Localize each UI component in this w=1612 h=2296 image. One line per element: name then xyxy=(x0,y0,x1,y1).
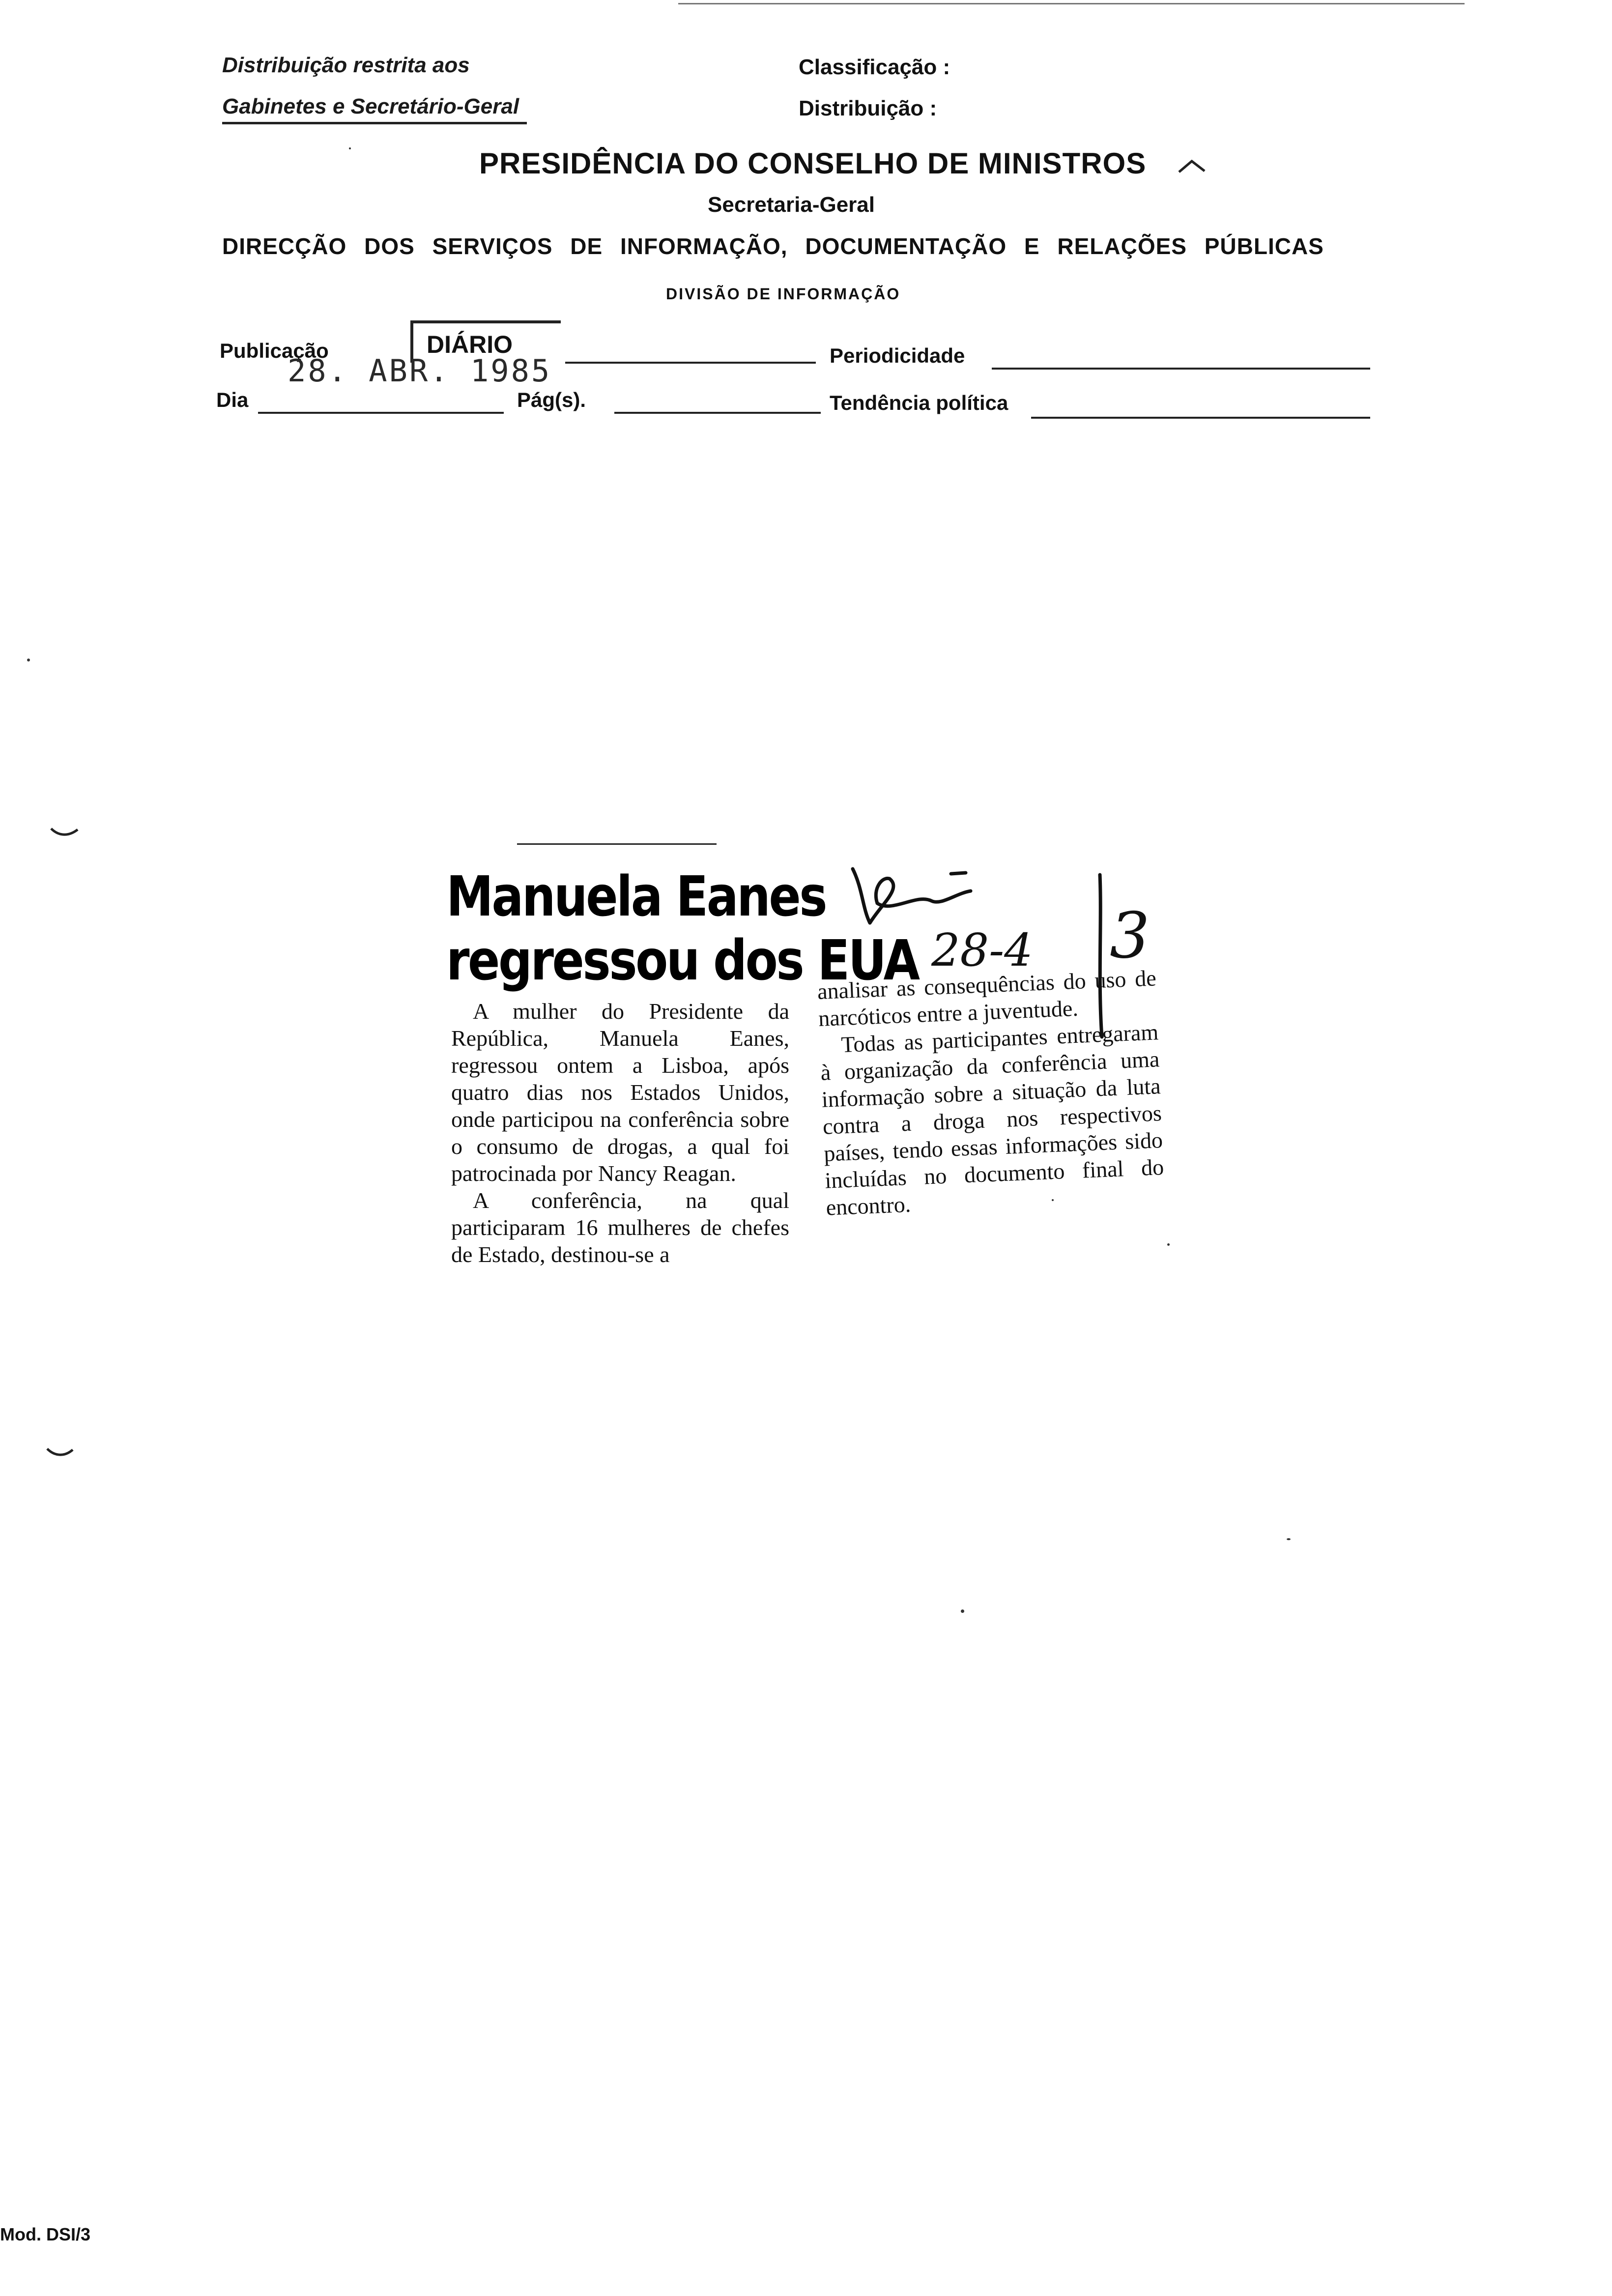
handwritten-date: 28-4 xyxy=(931,924,1033,976)
dia-rule xyxy=(258,412,504,414)
ministry-title: PRESIDÊNCIA DO CONSELHO DE MINISTROS xyxy=(479,147,1147,180)
headline-line-2: regressou dos EUA xyxy=(446,929,919,993)
distribuicao-label: Distribuição : xyxy=(799,96,937,120)
binder-mark-icon xyxy=(45,1447,75,1458)
handwritten-vertical-stroke-icon xyxy=(1096,872,1106,1039)
restriction-underline xyxy=(222,122,527,124)
caret-mark-icon xyxy=(1177,158,1207,174)
handwritten-initials-icon xyxy=(843,859,990,933)
periodicidade-rule xyxy=(992,368,1370,370)
restriction-line-2: Gabinetes e Secretário-Geral xyxy=(222,94,519,118)
dia-label: Dia xyxy=(216,388,249,411)
publicacao-label: Publicação xyxy=(220,339,329,362)
headline-line-1: Manuela Eanes xyxy=(446,865,826,929)
article-column-1 xyxy=(451,998,789,1268)
scan-speck xyxy=(961,1609,964,1613)
dia-date-stamp: 28. ABR. 1985 xyxy=(288,353,552,389)
article-paragraph: A conferência, na qual participaram 16 mulheres de chefes de Estado, destinou-se a xyxy=(451,1188,789,1267)
scan-speck xyxy=(1052,1199,1054,1201)
binder-mark-icon xyxy=(49,826,80,837)
restriction-line-1: Distribuição restrita aos xyxy=(222,53,470,77)
periodicidade-label: Periodicidade xyxy=(830,344,965,367)
publicacao-stamp: DIÁRIO xyxy=(427,331,513,358)
secretaria-geral: Secretaria-Geral xyxy=(708,193,875,217)
scan-speck xyxy=(1167,1243,1170,1246)
pags-rule xyxy=(614,412,821,414)
scan-speck xyxy=(1287,1538,1291,1540)
tendencia-rule xyxy=(1031,417,1370,419)
article-paragraph: A mulher do Presidente da República, Manuela Eanes, regressou ontem a Lisboa, após quatro dias nos Estados Unidos, onde participou na conferência sobre o consumo de drogas, a qual foi patrocinada por Nancy Reagan. xyxy=(451,999,789,1186)
article-paragraph: analisar as consequências do uso de narcóticos entre a juventude. xyxy=(817,965,1157,1031)
scan-top-edge-line xyxy=(678,3,1465,4)
classificacao-label: Classificação : xyxy=(799,55,950,79)
handwritten-page-number: 3 xyxy=(1110,899,1150,973)
form-model-code: Mod. DSI/3 xyxy=(0,2224,91,2244)
article-column-2 xyxy=(817,964,1165,1221)
pags-label: Pág(s). xyxy=(517,388,586,411)
clipping-top-rule xyxy=(517,843,717,845)
scan-speck xyxy=(27,659,30,661)
tendencia-label: Tendência política xyxy=(830,391,1008,414)
article-paragraph: Todas as participantes entregaram à organização da conferência uma informação sobre a situação da luta contra a droga nos respectivos países, tendo essas informações sido incluídas no documento final do encontro. xyxy=(820,1019,1165,1220)
direccao-line: DIRECÇÃO DOS SERVIÇOS DE INFORMAÇÃO, DOCUMENTAÇÃO E RELAÇÕES PÚBLICAS xyxy=(222,233,1324,259)
scan-speck xyxy=(349,147,351,149)
publicacao-rule xyxy=(565,362,816,364)
divisao-informacao: DIVISÃO DE INFORMAÇÃO xyxy=(666,285,901,303)
